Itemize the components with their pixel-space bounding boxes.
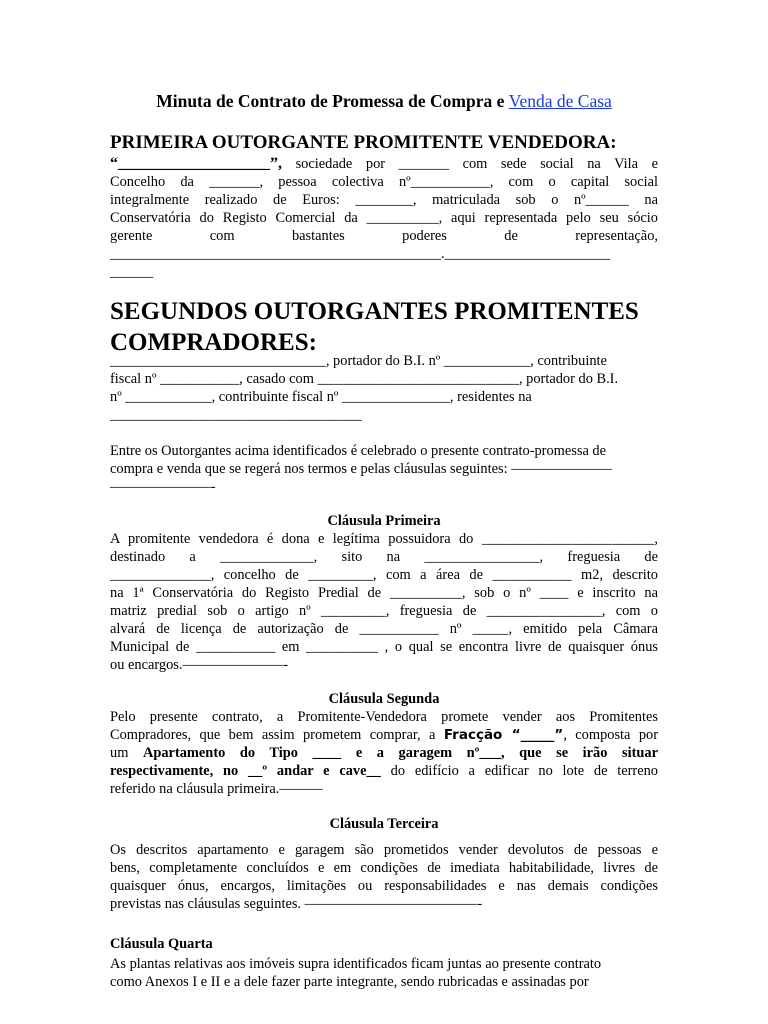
clausula-primeira-line-6: alvará de licença de autorização de ___________ nº _____, emitido pela Câmara — [110, 621, 658, 637]
intro-line-2: compra e venda que se regerá nos termos e pelas cláusulas seguintes: ——————— — [110, 461, 612, 477]
vendedora-paragraph — [110, 155, 658, 281]
clausula-segunda-line-5: referido na cláusula primeira.——— — [110, 781, 323, 797]
document-title — [110, 91, 658, 112]
vendedora-line-3: integralmente realizado de Euros: ________, matriculada sob o nº______ na — [110, 192, 658, 208]
vendedora-line-1: “___________________”, sociedade por _______ com sede social na Vila e — [110, 155, 658, 172]
clausula-primeira-line-2: destinado a _____________, sito na ________________, freguesia de — [110, 549, 658, 565]
clausula-primeira-line-4: na 1ª Conservatória do Registo Predial de __________, sob o nº ____ e inscrito na — [110, 585, 658, 601]
clausula-quarta-paragraph — [110, 955, 658, 991]
compradores-paragraph — [110, 352, 658, 424]
clausula-primeira-line-5: matriz predial sob o artigo nº _________, freguesia de ________________, com o — [110, 603, 658, 619]
compradores-line-3: nº ____________, contribuinte fiscal nº _______________, residentes na — [110, 389, 532, 405]
clausula-quarta-heading: Cláusula Quarta — [110, 936, 213, 952]
vendedora-line-2: Concelho da _______, pessoa colectiva nº___________, com o capital social — [110, 174, 658, 190]
clausula-terceira-line-4: previstas nas cláusulas seguintes. ————————————- — [110, 896, 483, 912]
clausula-primeira-paragraph — [110, 530, 658, 674]
vendedora-line-6: ______________________________________________._______________________ — [110, 246, 611, 262]
compradores-heading — [110, 296, 670, 358]
compradores-heading-line-2: COMPRADORES: — [110, 329, 317, 356]
clausula-primeira-line-1: A promitente vendedora é dona e legítima possuidora do ________________________, — [110, 531, 658, 547]
clausula-terceira-line-3: quaisquer ónus, encargos, limitações ou responsabilidades e nas demais condições — [110, 878, 658, 894]
title-text: Minuta de Contrato de Promessa de Compra e — [156, 91, 509, 111]
venda-de-casa-link[interactable]: Venda de Casa — [508, 91, 612, 111]
clausula-primeira-line-3: ______________, concelho de _________, com a área de ___________ m2, descrito — [110, 567, 658, 583]
clausula-primeira-line-7: Municipal de ___________ em __________ , o qual se encontra livre de quaisquer ónus — [110, 639, 658, 655]
clausula-terceira-line-2: bens, completamente concluídos e em condições de imediata habitabilidade, livres de — [110, 860, 658, 876]
compradores-line-1: ______________________________, portador do B.I. nº ____________, contribuinte — [110, 353, 607, 369]
vendedora-line-4: Conservatória do Registo Comercial da __________, aqui representada pelo seu sócio — [110, 210, 658, 226]
intro-paragraph — [110, 442, 658, 496]
clausula-terceira-heading: Cláusula Terceira — [329, 816, 439, 832]
vendedora-line-5: gerente com bastantes poderes de representação, — [110, 228, 658, 244]
clausula-primeira-line-8: ou encargos.———————- — [110, 657, 288, 673]
clausula-quarta-line-2: como Anexos I e II e a dele fazer parte integrante, sendo rubricadas e assinadas por — [110, 974, 589, 990]
clausula-quarta-line-1: As plantas relativas aos imóveis supra identificados ficam juntas ao presente contrato — [110, 956, 602, 972]
clausula-segunda-line-1: Pelo presente contrato, a Promitente-Vendedora promete vender aos Promitentes — [110, 709, 658, 725]
intro-line-1: Entre os Outorgantes acima identificados é celebrado o presente contrato-promessa de — [110, 443, 607, 459]
clausula-segunda-paragraph — [110, 708, 658, 798]
intro-line-3: ———————- — [110, 479, 216, 495]
clausula-segunda-line-4: respectivamente, no __º andar e cave__ do edifício a edificar no lote de terreno — [110, 763, 659, 779]
fraccao-label: Fracção “_____” — [443, 727, 564, 743]
vendedora-heading: PRIMEIRA OUTORGANTE PROMITENTE VENDEDORA: — [110, 132, 617, 153]
clausula-segunda-line-2: Compradores, que bem assim prometem comprar, a Fracção “_____”, composta por — [110, 727, 659, 743]
clausula-segunda-heading: Cláusula Segunda — [328, 691, 440, 707]
clausula-primeira-heading: Cláusula Primeira — [327, 513, 441, 529]
compradores-heading-line-1: SEGUNDOS OUTORGANTES PROMITENTES — [110, 298, 639, 325]
vendedora-line-7: ______ — [110, 264, 154, 280]
clausula-terceira-line-1: Os descritos apartamento e garagem são prometidos vender devolutos de pessoas e — [110, 842, 658, 858]
clausula-terceira-paragraph — [110, 841, 658, 913]
compradores-line-4: ___________________________________ — [110, 407, 362, 423]
compradores-line-2: fiscal nº ___________, casado com ____________________________, portador do B.I. — [110, 371, 619, 387]
clausula-segunda-line-3: um Apartamento do Tipo ____ e a garagem nº___, que se irão situar — [110, 745, 658, 761]
